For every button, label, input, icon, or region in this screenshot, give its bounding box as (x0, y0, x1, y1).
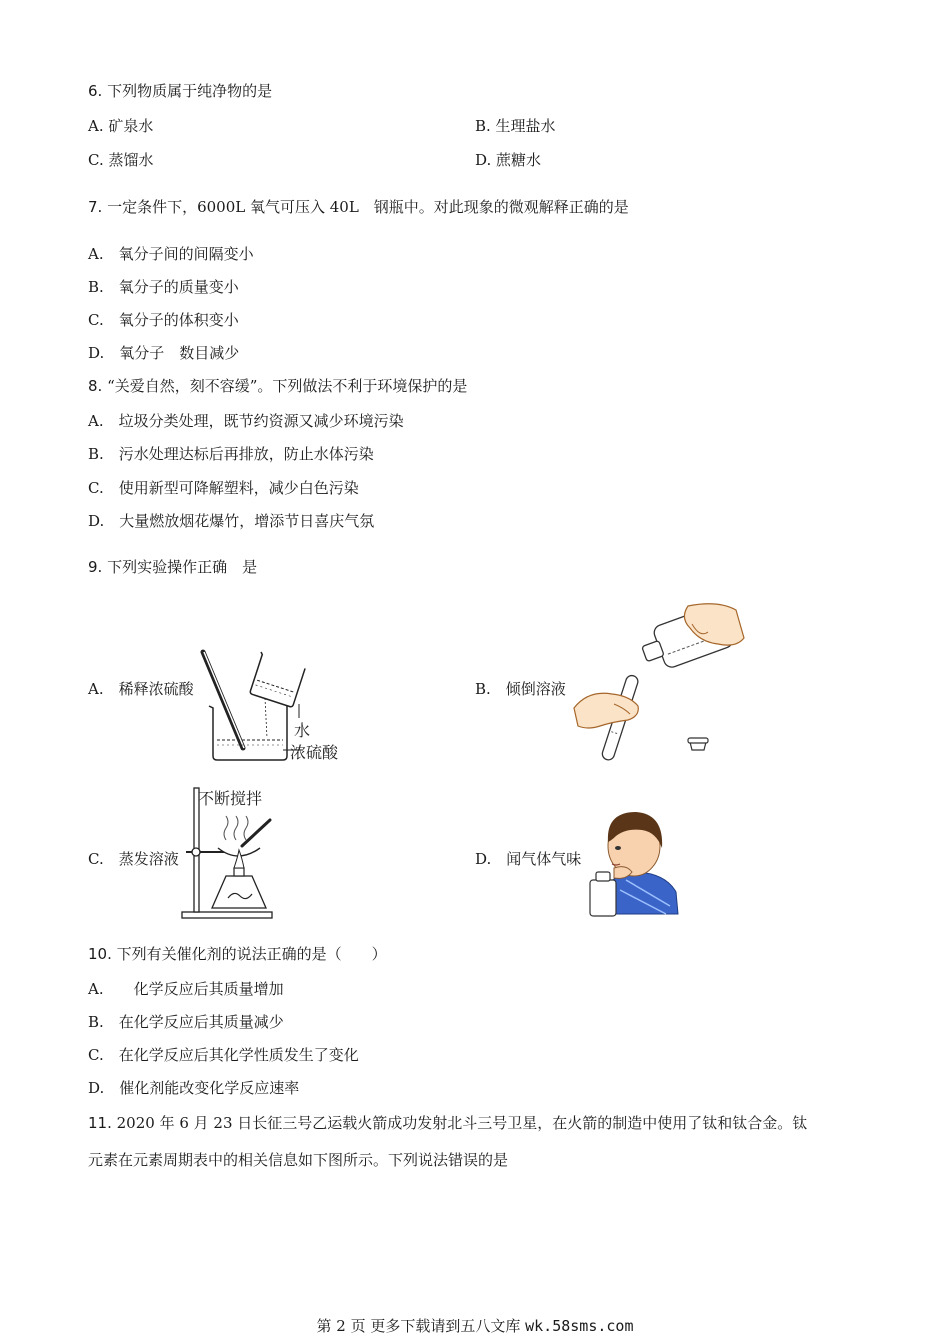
q11-stem-line2: 元素在元素周期表中的相关信息如下图所示。下列说法错误的是 (88, 1151, 509, 1169)
pouring-beaker (248, 652, 306, 707)
q9-number: 9. (88, 558, 103, 576)
q6-stem (88, 81, 272, 101)
q6-text: 下列物质属于纯净物的是 (102, 82, 273, 100)
label-stir: 不断搅拌 (198, 789, 263, 808)
q8-number: 8. (88, 377, 103, 395)
q9-option-c: C. 蒸发溶液 (88, 850, 179, 868)
q10-option-d: D. 催化剂能改变化学反应速率 (88, 1079, 300, 1097)
q10-stem (88, 944, 387, 964)
label-acid: 浓硫酸 (290, 743, 339, 762)
figure-smelling-gas (586, 806, 681, 918)
stand-base (182, 912, 272, 918)
q7-number: 7. (88, 198, 103, 216)
q9-text: 下列实验操作正确 是 (102, 558, 258, 576)
q10-option-a: A. 化学反应后其质量增加 (88, 980, 284, 998)
alcohol-lamp (212, 876, 266, 908)
q10-text: 下列有关催化剂的说法正确的是（ ） (111, 945, 387, 963)
q10-number: 10. (88, 945, 112, 963)
q7-text: 一定条件下，6000L 氧气可压入 40L 钢瓶中。对此现象的微观解释正确的是 (102, 198, 629, 216)
q7-stem (88, 197, 629, 217)
q9-stem (88, 557, 257, 577)
q9-option-a: A. 稀释浓硫酸 (88, 680, 194, 698)
footer-site: wk.58sms.com (525, 1317, 634, 1335)
lower-hand (574, 693, 638, 728)
q7-option-a: A. 氧分子间的间隔变小 (88, 245, 254, 263)
page-footer (0, 1316, 950, 1336)
q7-option-c: C. 氧分子的体积变小 (88, 311, 239, 329)
glass-rod (203, 652, 243, 748)
q11-text-1: 2020 年 6 月 23 日长征三号乙运载火箭成功发射北斗三号卫星，在火箭的制造中使用了钛和钛合金。钛 (111, 1114, 808, 1132)
q10-option-c: C. 在化学反应后其化学性质发生了变化 (88, 1046, 359, 1064)
q6-option-b: B. 生理盐水 (475, 117, 556, 135)
q11-number: 11. (88, 1114, 112, 1132)
q9-option-b: B. 倾倒溶液 (475, 680, 566, 698)
q8-text: “关爱自然，刻不容缓”。下列做法不利于环境保护的是 (102, 377, 468, 395)
q6-number: 6. (88, 82, 103, 100)
q6-option-c: C. 蒸馏水 (88, 151, 154, 169)
q11-stem-line1 (88, 1113, 807, 1133)
figure-dilute-acid (195, 648, 345, 766)
q8-option-d: D. 大量燃放烟花爆竹，增添节日喜庆气氛 (88, 512, 375, 530)
q10-option-b: B. 在化学反应后其质量减少 (88, 1013, 284, 1031)
footer-text: 第 2 页 更多下载请到五八文库 (316, 1317, 526, 1335)
label-water: 水 (294, 721, 311, 740)
q8-option-a: A. 垃圾分类处理，既节约资源又减少环境污染 (88, 412, 404, 430)
figure-evaporation (178, 784, 298, 922)
figure-pouring-solution (568, 598, 758, 768)
q9-option-d: D. 闻气体气味 (475, 850, 582, 868)
beaker (209, 706, 287, 760)
q8-stem (88, 376, 467, 396)
q7-option-d: D. 氧分子 数目减少 (88, 344, 240, 362)
q6-option-a: A. 矿泉水 (88, 117, 154, 135)
q6-option-d: D. 蔗糖水 (475, 151, 542, 169)
q8-option-c: C. 使用新型可降解塑料，减少白色污染 (88, 479, 359, 497)
gas-bottle (590, 880, 616, 916)
q8-option-b: B. 污水处理达标后再排放，防止水体污染 (88, 445, 374, 463)
q7-option-b: B. 氧分子的质量变小 (88, 278, 239, 296)
